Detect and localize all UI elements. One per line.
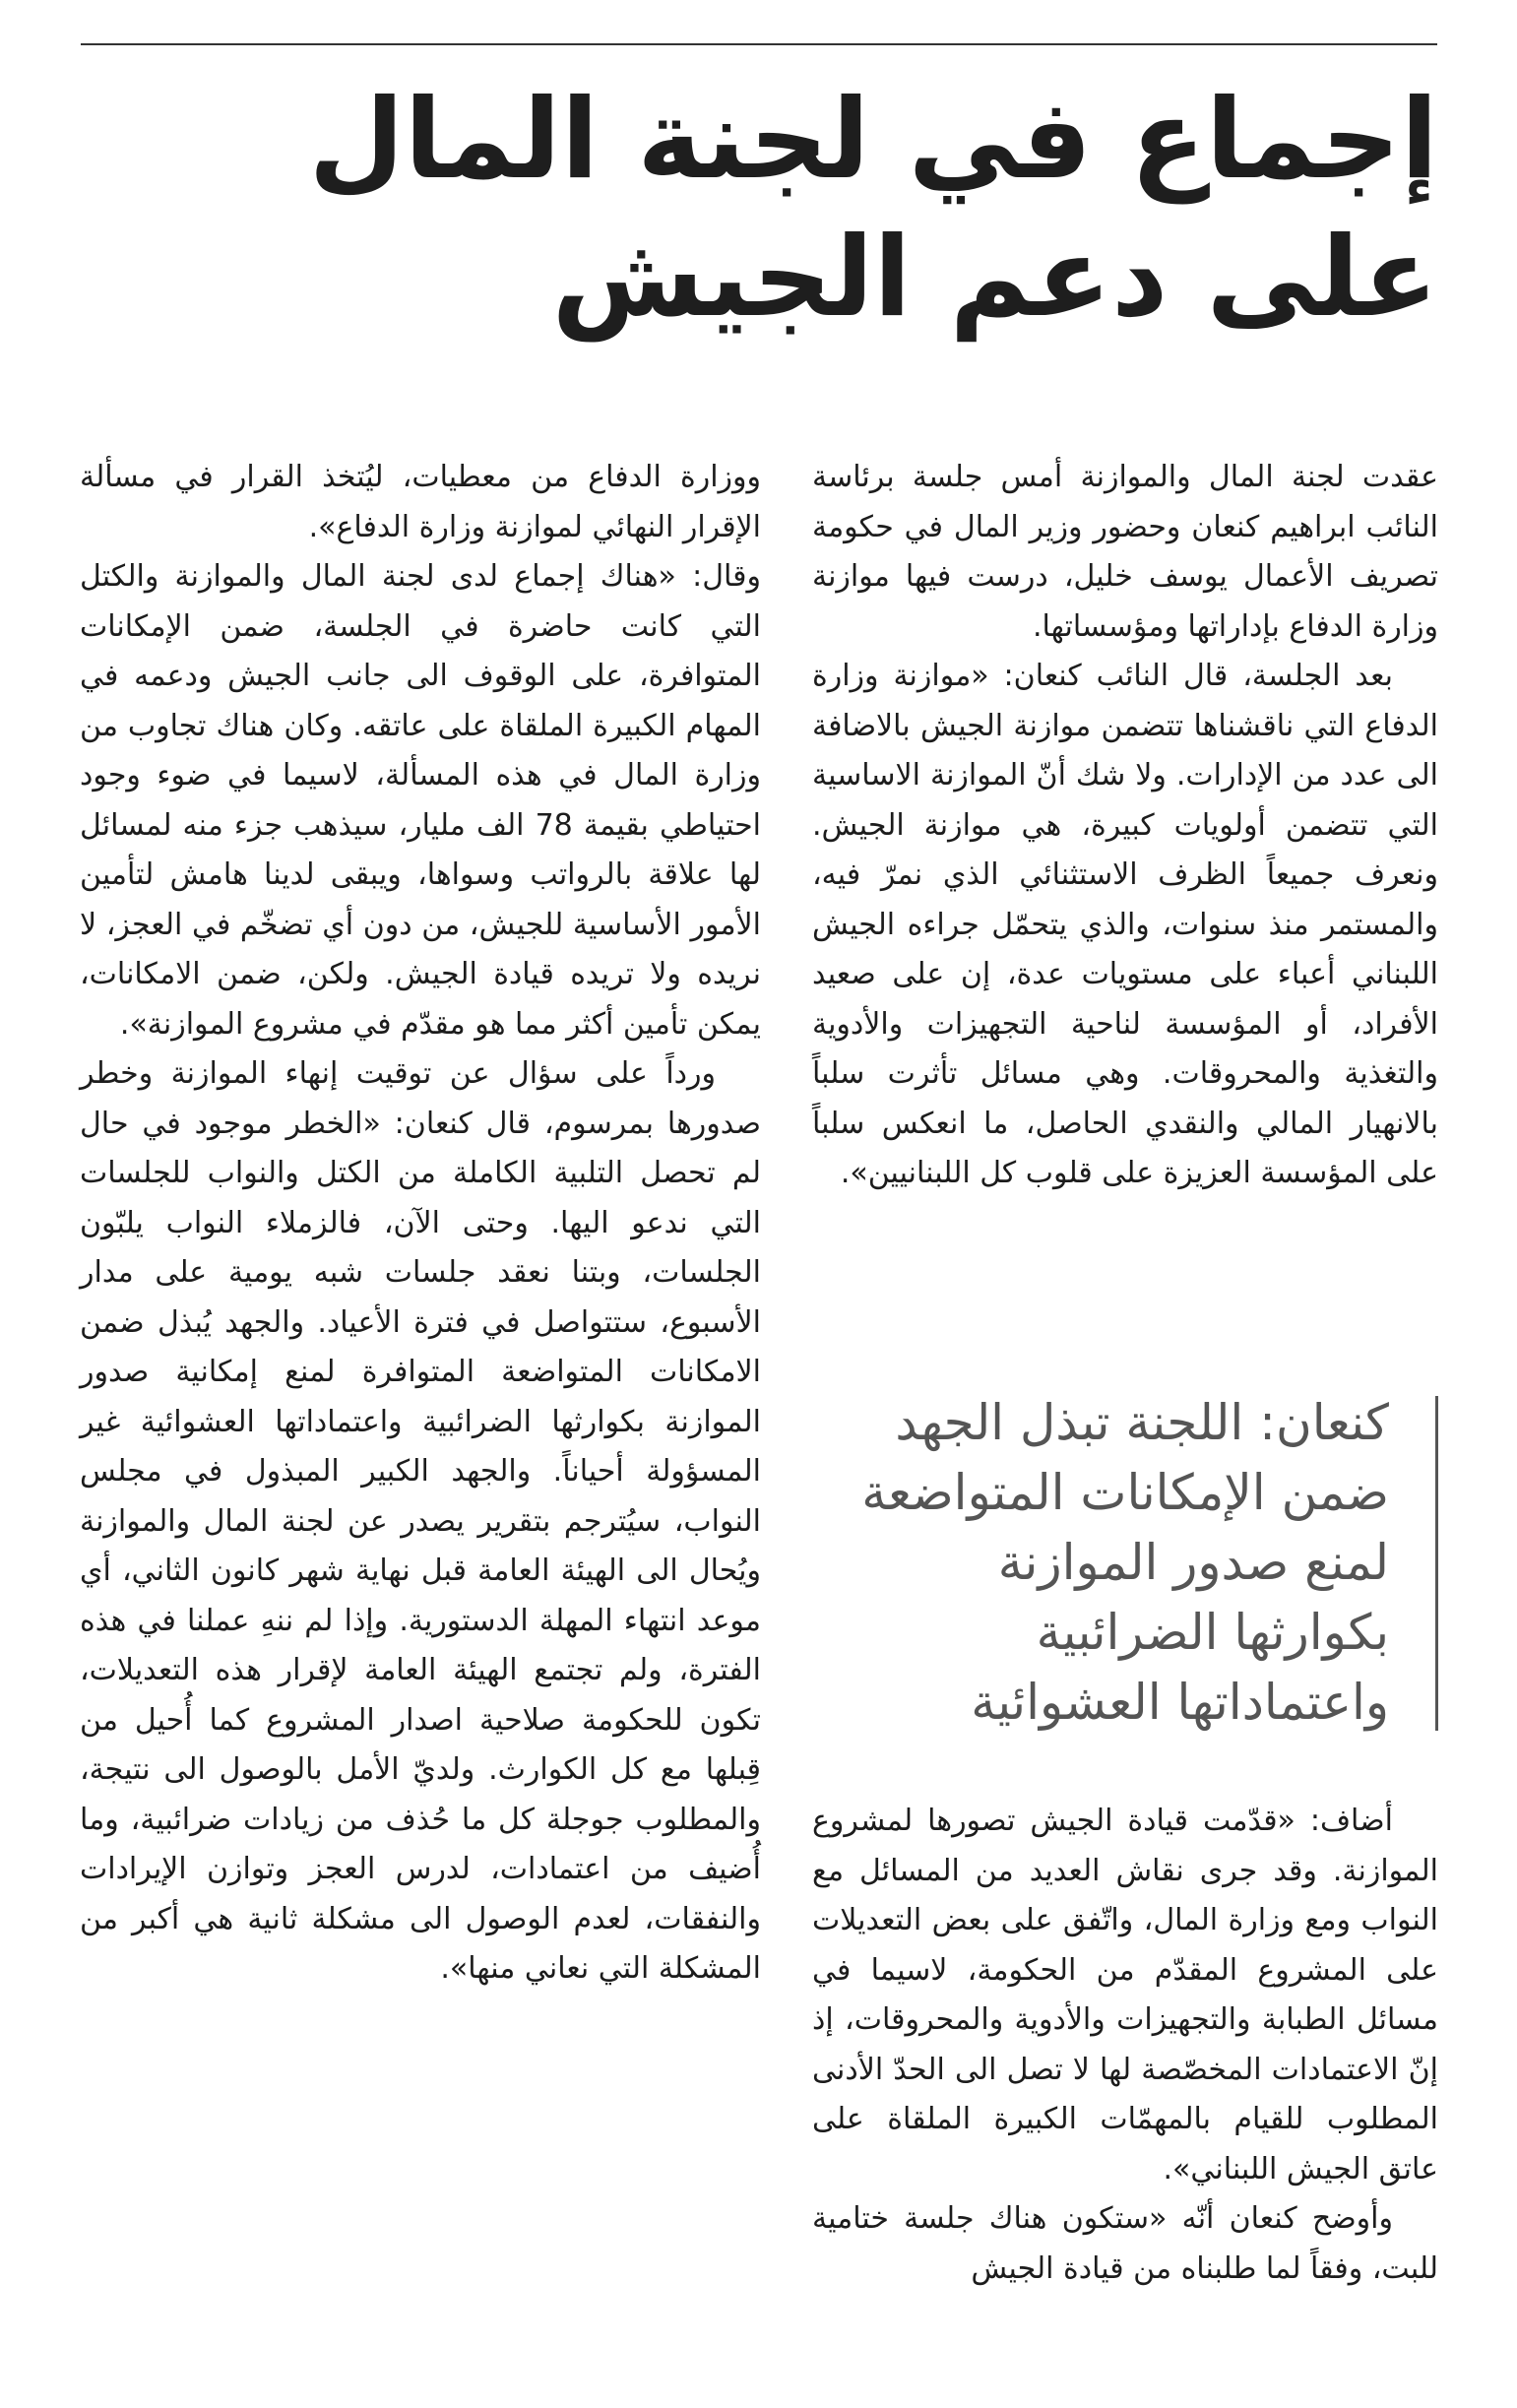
pull-quote-bar (1435, 1396, 1438, 1731)
pull-quote-text: كنعان: اللجنة تبذل الجهد ضمن الإمكانات المتواضعة لمنع صدور الموازنة بكوارثها الضرائبية واعتماداتها العشوائية (861, 1394, 1389, 1731)
paragraph-consensus: وقال: «هناك إجماع لدى لجنة المال والموازنة والكتل التي كانت حاضرة في الجلسة، ضمن الإمكانات المتوافرة، على الوقوف الى جانب الجيش ودعمه في المهام الكبيرة الملقاة على عاتقه. وكان هناك تجاوب من وزارة المال في هذه المسألة، لاسيما في ضوء وجود احتياطي بقيمة 78 الف مليار، سيذهب جزء منه لمسائل لها علاقة بالرواتب وسواها، ويبقى لدينا هامش لتأمين الأمور الأساسية للجيش، من دون أي تضخّم في العجز، لا نريده ولا تريده قيادة الجيش. ولكن، ضمن الامكانات، يمكن تأمين أكثر مما هو مقدّم في مشروع الموازنة». (80, 559, 761, 1042)
paragraph-budget-timing: ورداً على سؤال عن توقيت إنهاء الموازنة وخطر صدورها بمرسوم، قال كنعان: «الخطر موجود في حال لم تحصل التلبية الكاملة من الكتل والنواب للجلسات التي ندعو اليها. وحتى الآن، فالزملاء النواب يلبّون الجلسات، وبتنا نعقد جلسات شبه يومية على مدار الأسبوع، ستتواصل في فترة الأعياد. والجهد يُبذل ضمن الامكانات المتواضعة المتوافرة لمنع إمكانية صدور الموازنة بكوارثها الضرائبية واعتماداتها العشوائية غير المسؤولة أحياناً. والجهد الكبير المبذول في مجلس النواب، سيُترجم بتقرير يصدر عن لجنة المال والموازنة ويُحال الى الهيئة العامة قبل نهاية شهر كانون الثاني، أي موعد انتهاء المهلة الدستورية. وإذا لم ننهِ عملنا في هذه الفترة، ولم تجتمع الهيئة العامة لإقرار هذه التعديلات، تكون للحكومة صلاحية اصدار المشروع كما أُحيل من قِبلها مع كل الكوارث. ولديّ الأمل بالوصول الى نتيجة، والمطلوب جوجلة كل ما حُذف من زيادات ضرائبية، وما أُضيف من اعتمادات، لدرس العجز وتوازن الإيرادات والنفقات، لعدم الوصول الى مشكلة ثانية هي أكبر من المشكلة التي نعاني منها». (80, 1056, 761, 1986)
article-column-left (80, 453, 761, 1995)
paragraph-kanaan-statement: بعد الجلسة، قال النائب كنعان: «موازنة وزارة الدفاع التي ناقشناها تتضمن موازنة الجيش بالاضافة الى عدد من الإدارات. ولا شك أنّ الموازنة الاساسية التي تتضمن أولويات كبيرة، هي موازنة الجيش. ونعرف جميعاً الظرف الاستثنائي الذي نمرّ فيه، والمستمر منذ سنوات، والذي يتحمّل جراءه الجيش اللبناني أعباء على مستويات عدة، إن على صعيد الأفراد، أو المؤسسة لناحية التجهيزات والأدوية والتغذية والمحروقات. وهي مسائل تأثرت سلباً بالانهيار المالي والنقدي الحاصل، ما انعكس سلباً على المؤسسة العزيزة على قلوب كل اللبنانيين». (812, 659, 1438, 1190)
paragraph-continuation: ووزارة الدفاع من معطيات، ليُتخذ القرار في مسألة الإقرار النهائي لموازنة وزارة الدفاع». (80, 460, 761, 544)
paragraph-final-session: وأوضح كنعان أنّه «ستكون هناك جلسة ختامية للبت، وفقاً لما طلبناه من قيادة الجيش (812, 2201, 1438, 2286)
headline-line-2: على دعم الجيش (551, 214, 1438, 342)
paragraph-intro: عقدت لجنة المال والموازنة أمس جلسة برئاسة النائب ابراهيم كنعان وحضور وزير المال في حكومة تصريف الأعمال يوسف خليل، درست فيها موازنة وزارة الدفاع بإداراتها ومؤسساتها. (812, 460, 1438, 644)
top-rule (81, 43, 1437, 45)
paragraph-army-proposal: أضاف: «قدّمت قيادة الجيش تصورها لمشروع الموازنة. وقد جرى نقاش العديد من المسائل مع النواب ومع وزارة المال، واتّفق على بعض التعديلات على المشروع المقدّم من الحكومة، لاسيما في مسائل الطبابة والتجهيزات والأدوية والمحروقات، إذ إنّ الاعتمادات المخصّصة لها لا تصل الى الحدّ الأدنى المطلوب للقيام بالمهمّات الكبيرة الملقاة على عاتق الجيش اللبناني». (812, 1804, 1438, 2186)
article-column-right (812, 453, 1438, 1199)
headline-line-1: إجماع في لجنة المال (308, 76, 1438, 204)
headline (80, 71, 1438, 347)
pull-quote (812, 1396, 1438, 1750)
article-column-right-lower (812, 1797, 1438, 2294)
